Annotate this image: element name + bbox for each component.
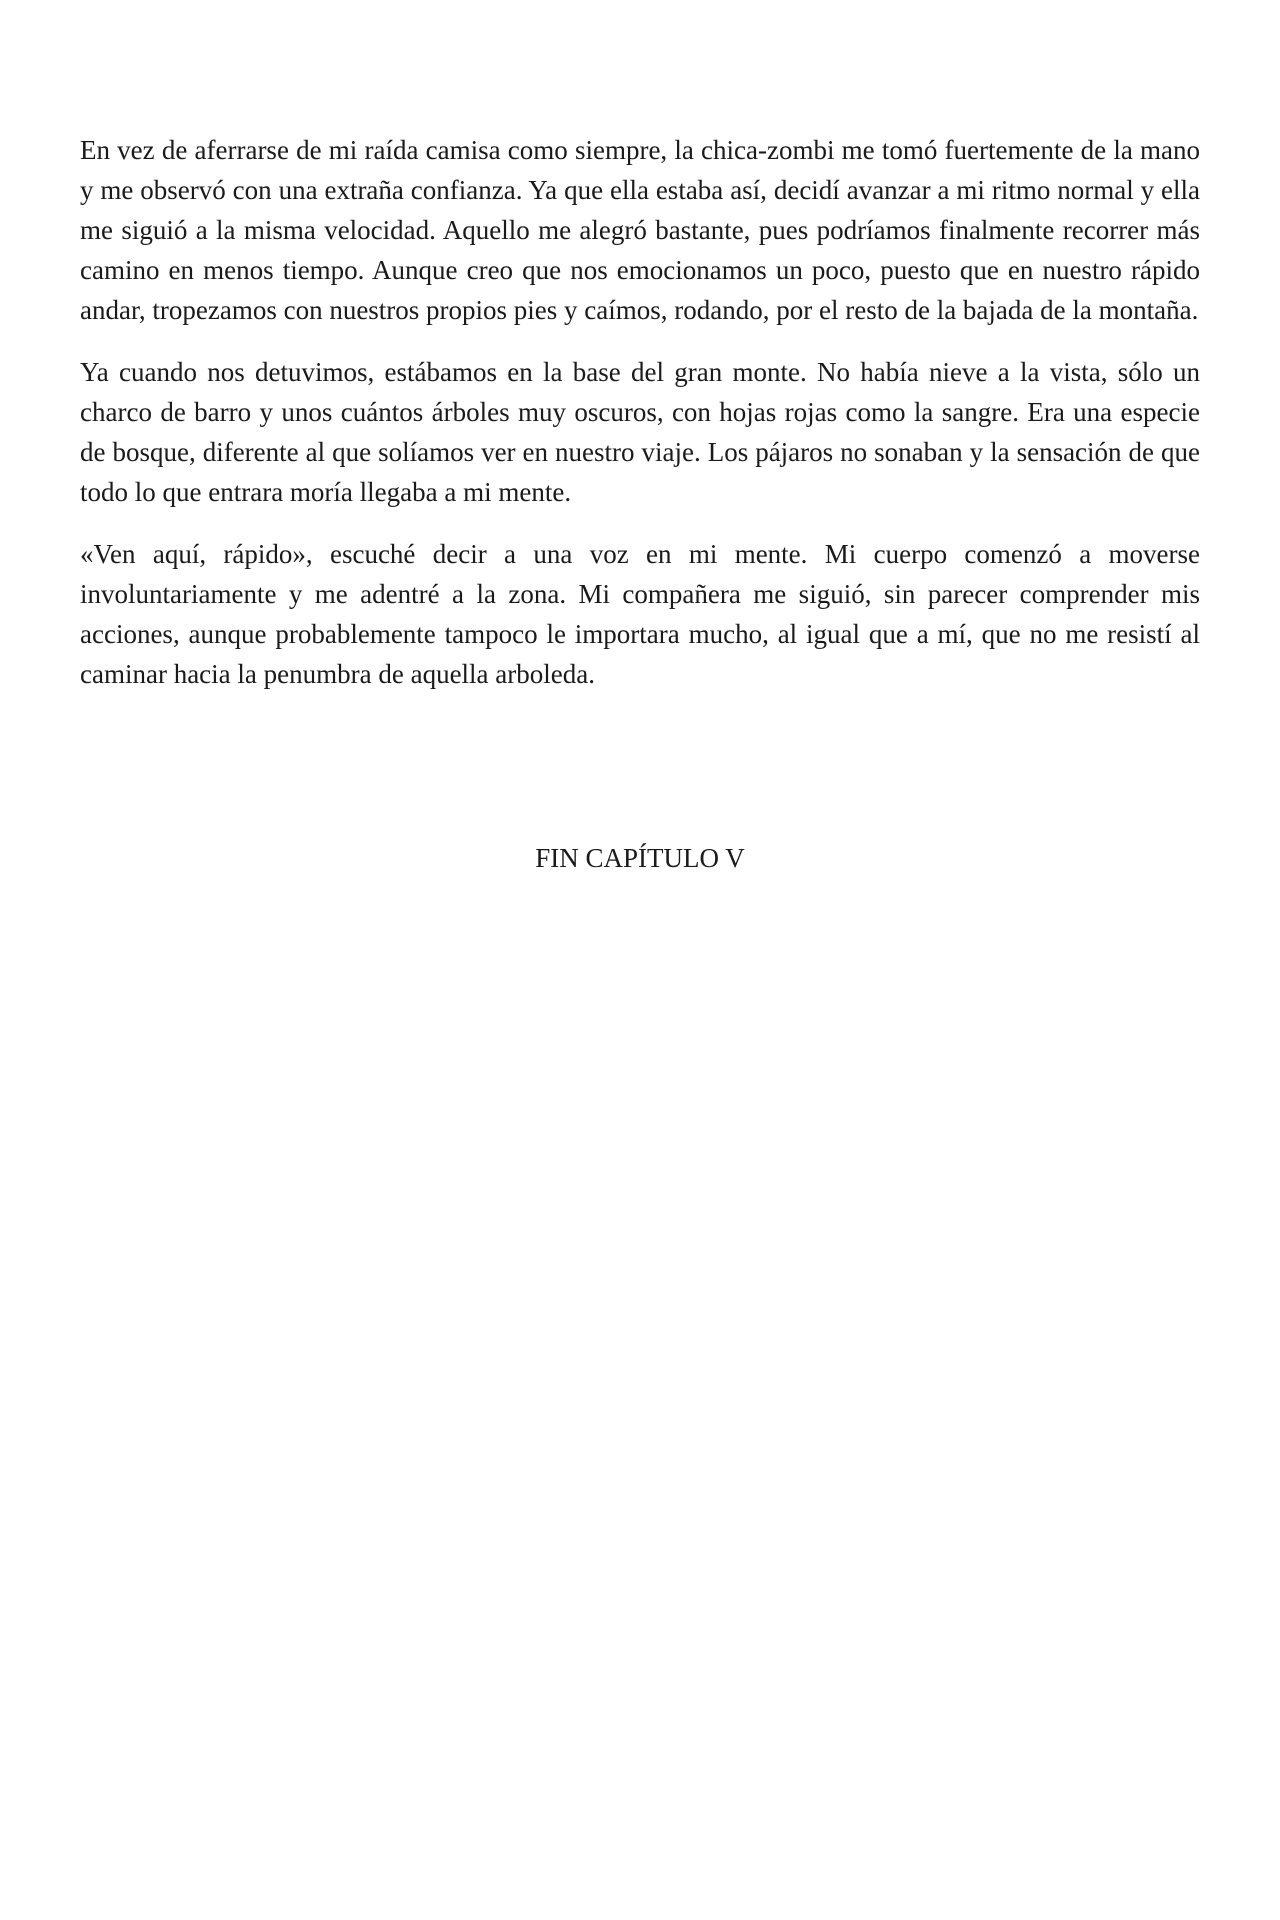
paragraph-2: Ya cuando nos detuvimos, estábamos en la base del gran monte. No había nieve a la vista, sólo un charco de barro y unos cuántos árboles muy oscuros, con hojas rojas como la sangre. Era una especie de bosque, diferente al que solíamos ver en nuestro viaje. Los pájaros no sonaban y la sensación de que todo lo que entrara moría llegaba a mi mente. <box>80 357 1200 507</box>
paragraph-3: «Ven aquí, rápido», escuché decir a una voz en mi mente. Mi cuerpo comenzó a moverse involuntariamente y me adentré a la zona. Mi compañera me siguió, sin parecer comprender mis acciones, aunque probablemente tampoco le importara mucho, al igual que a mí, que no me resistí al caminar hacia la penumbra de aquella arboleda. <box>80 539 1200 689</box>
paragraph-1: En vez de aferrarse de mi raída camisa como siempre, la chica-zombi me tomó fuertemente de la mano y me observó con una extraña confianza. Ya que ella estaba así, decidí avanzar a mi ritmo normal y ella me siguió a la misma velocidad. Aquello me alegró bastante, pues podríamos finalmente recorrer más camino en menos tiempo. Aunque creo que nos emocionamos un poco, puesto que en nuestro rápido andar, tropezamos con nuestros propios pies y caímos, rodando, por el resto de la bajada de la montaña. <box>80 135 1200 325</box>
body-text <box>80 130 1200 716</box>
chapter-end-heading: FIN CAPÍTULO V <box>535 843 745 873</box>
